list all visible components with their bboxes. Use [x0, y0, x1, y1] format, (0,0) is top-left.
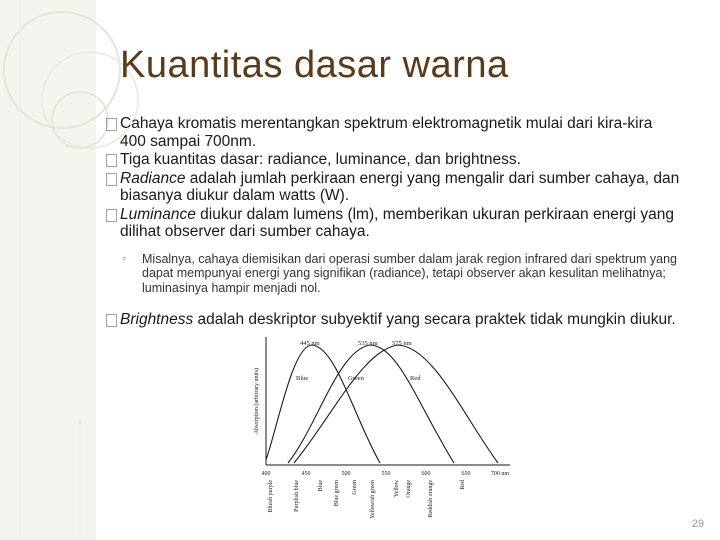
color-name-label: Blue [318, 480, 324, 492]
bullet-item [120, 170, 680, 205]
peak-label: 535 nm [358, 340, 378, 347]
bullet-text: Cahaya kromatis merentangkan spektrum elektromagnetik mulai dari kira-kira 400 sampai 700nm. [120, 115, 653, 150]
bullet-item [120, 115, 680, 150]
color-name-label: Reddish orange [428, 480, 434, 518]
slide-title: Kuantitas dasar warna [120, 44, 509, 86]
blue-curve [266, 345, 380, 463]
color-name-label: Yellow [394, 480, 400, 498]
sub-bullet-text: Misalnya, cahaya diemisikan dari operasi sumber dalam jarak region infrared dari spektrum yang dapat mempunyai energi yang signifikan (radiance), tetapi observer akan kesulitan melihatnya; luminasinya hampir menjadi nol. [142, 251, 677, 295]
circle-bullet-icon: ◦ [122, 250, 127, 265]
bullet-text: Tiga kuantitas dasar: radiance, luminance, dan brightness. [120, 151, 521, 168]
curve-label-red: Red [410, 375, 421, 382]
color-name-label: Orange [406, 480, 412, 498]
bullet-item [120, 151, 680, 169]
color-name-label: Green [352, 480, 358, 495]
checkbox-bullet-icon [106, 173, 117, 186]
x-tick-labels [262, 471, 510, 477]
sub-bullet-item [122, 250, 680, 296]
peak-label: 445 nm [300, 340, 320, 347]
bullet-item [120, 311, 680, 329]
bullet-text: adalah deskriptor subyektif yang secara praktek tidak mungkin diukur. [193, 311, 676, 328]
checkbox-bullet-icon [106, 118, 117, 131]
bullet-list [120, 115, 680, 305]
bullet-item [120, 206, 680, 241]
bullet-text: diukur dalam lumens (lm), memberikan ukuran perkiraan energi yang dilihat observer dari sumber cahaya. [120, 205, 674, 240]
checkbox-bullet-icon [106, 154, 117, 167]
bullet-emphasis: Radiance [120, 169, 186, 187]
x-tick-label: 450 [301, 471, 311, 477]
checkbox-bullet-icon [106, 209, 117, 222]
x-tick-label: 550 [381, 471, 391, 477]
bullet-emphasis: Brightness [120, 311, 194, 328]
color-name-label: Bluish purple [268, 480, 274, 513]
cone-absorption-figure [248, 335, 520, 535]
color-name-labels [268, 479, 466, 519]
x-tick-label: 600 [421, 471, 431, 477]
x-tick-label: 500 [341, 471, 351, 477]
left-sidebar-band [0, 0, 96, 540]
x-tick-label: 650 [461, 471, 471, 477]
curve-label-blue: Blue [296, 375, 309, 382]
curve-label-green: Green [348, 375, 364, 382]
peak-label: 575 nm [392, 340, 412, 347]
color-name-label: Yellowish green [370, 480, 376, 519]
bullet-text: adalah jumlah perkiraan energi yang mengalir dari sumber cahaya, dan biasanya diukur dalam watts (W). [120, 169, 680, 204]
page-number: 29 [691, 518, 704, 530]
x-tick-label: 700 nm [490, 471, 510, 477]
checkbox-bullet-icon [106, 314, 117, 327]
color-name-label: Blue green [334, 480, 340, 507]
color-name-label: Purplish blue [294, 480, 300, 512]
y-axis-label: Absorption (arbitrary units) [254, 367, 260, 435]
color-name-label: Red [460, 480, 466, 490]
bullet-item-last [120, 311, 680, 330]
x-tick-label: 400 [261, 471, 271, 477]
bullet-emphasis: Luminance [120, 205, 196, 223]
